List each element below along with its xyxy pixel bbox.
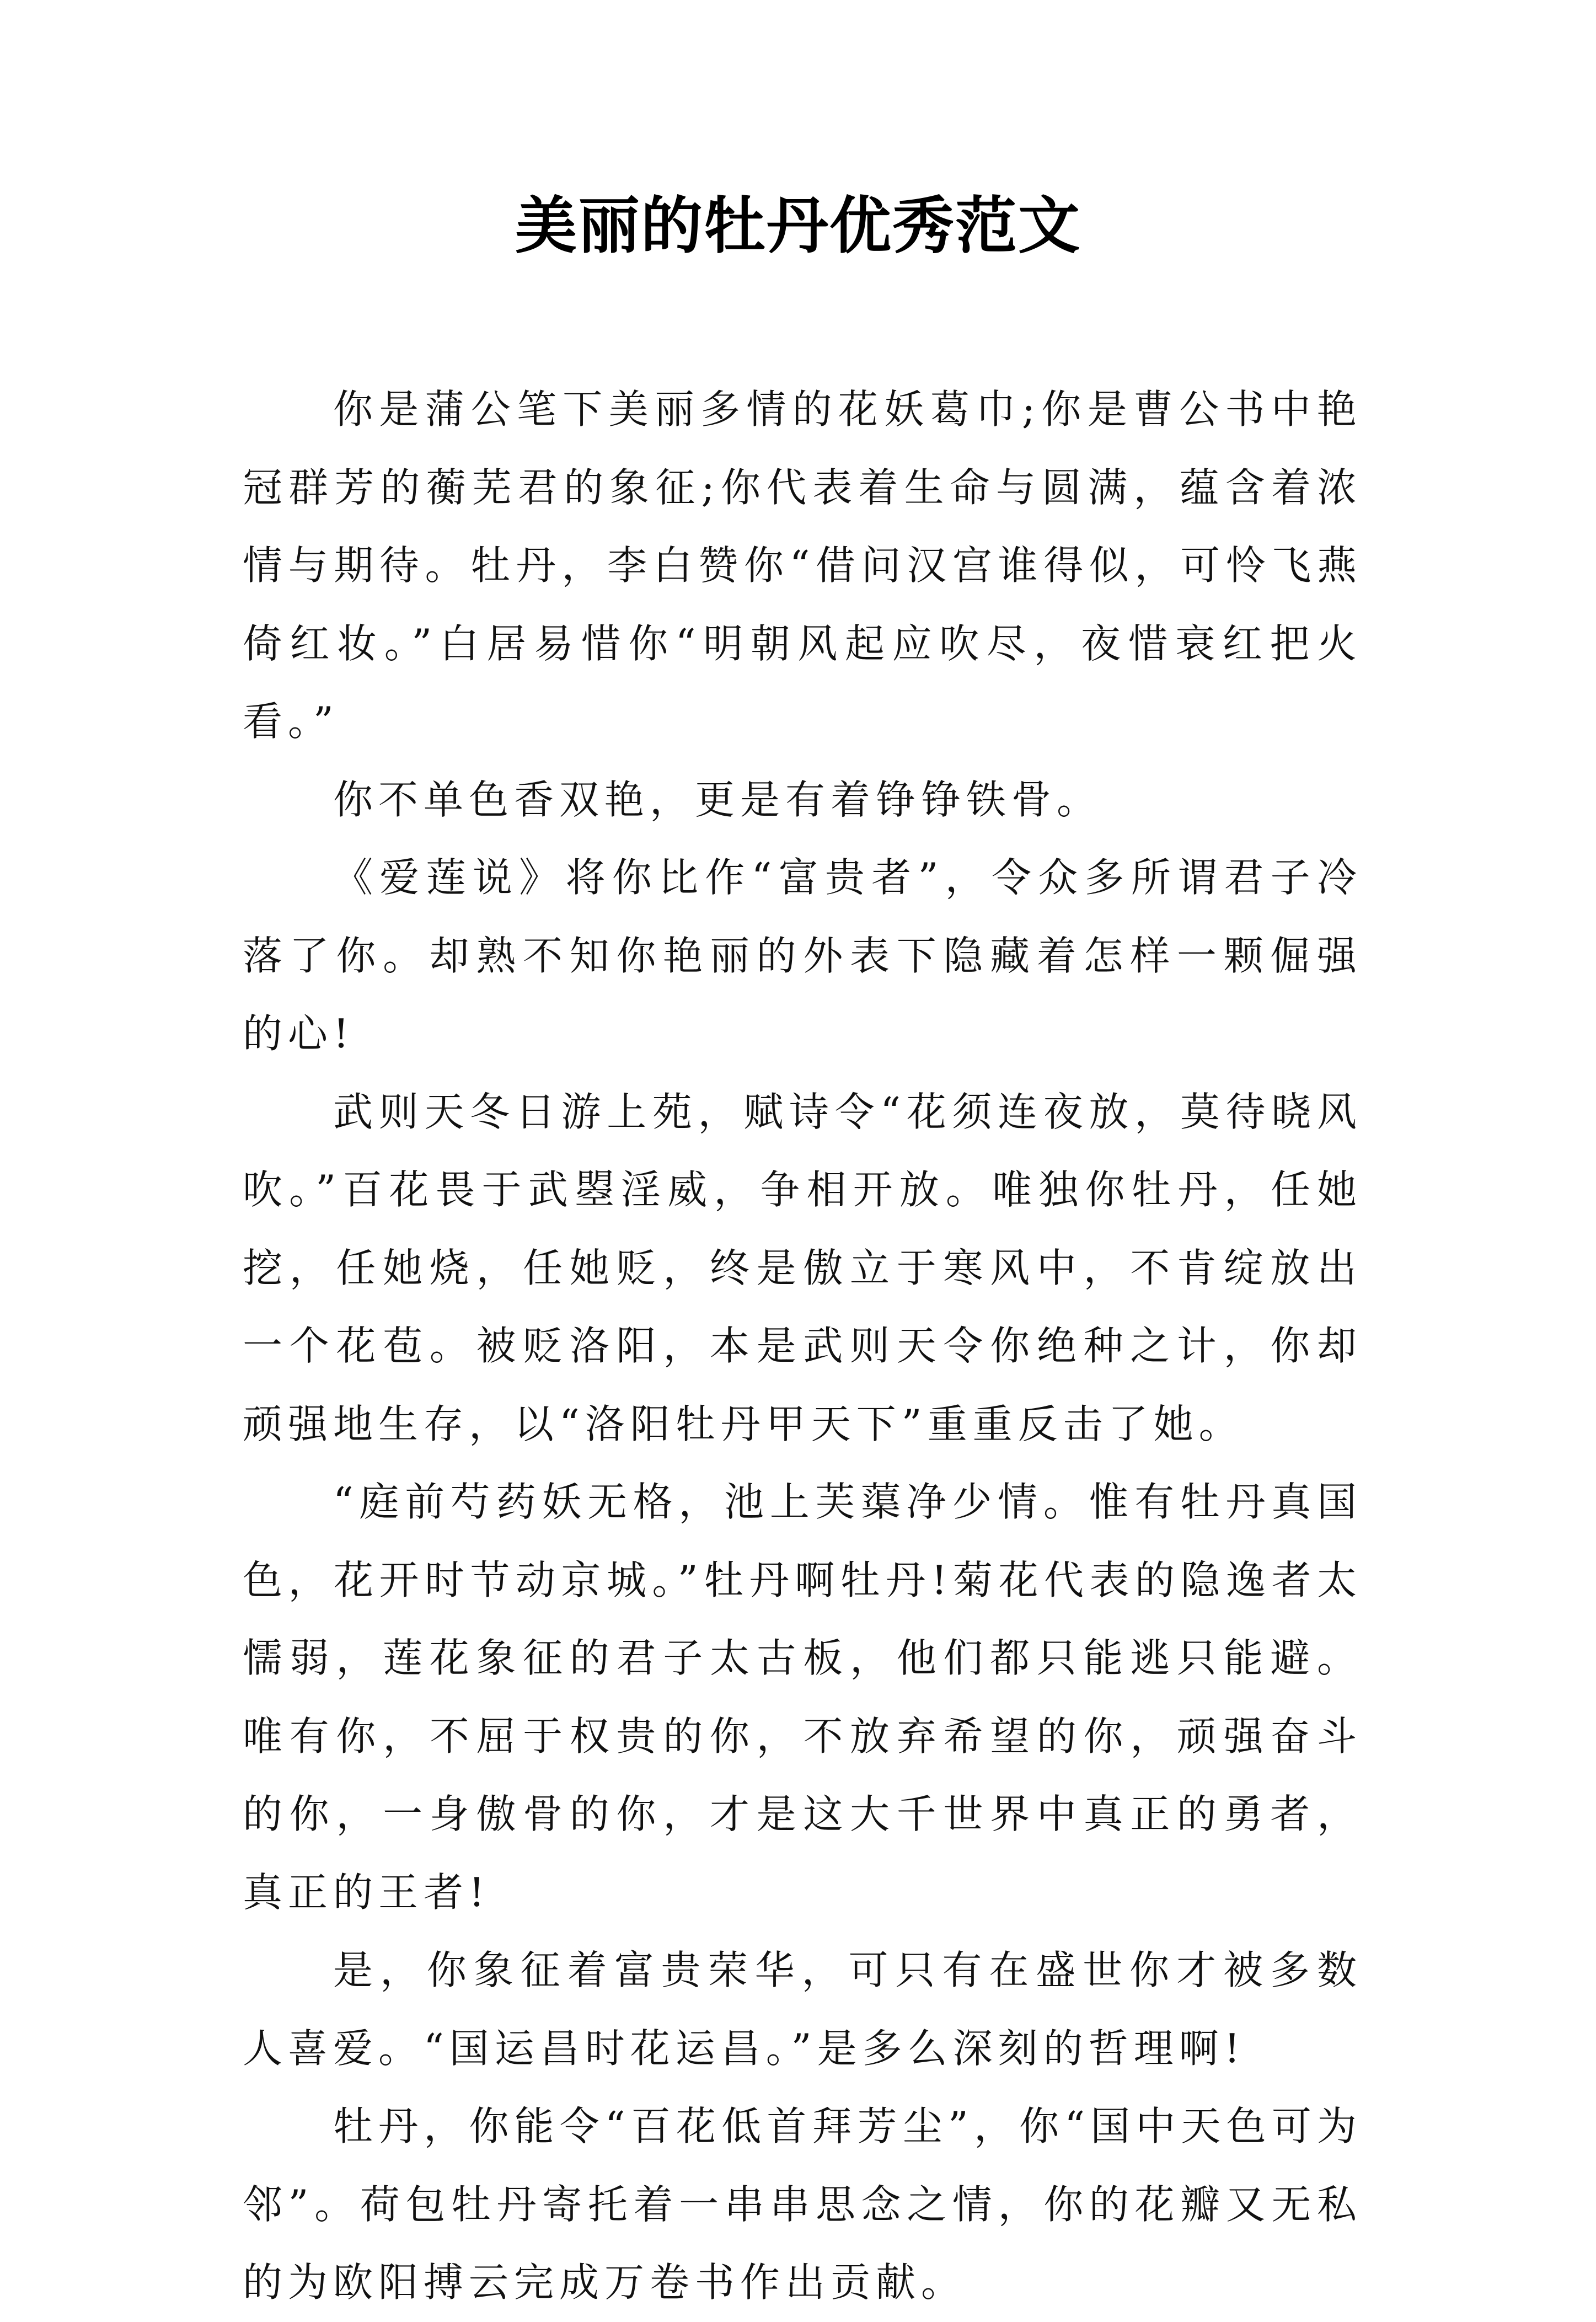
- paragraph-5: “庭前芍药妖无格，池上芙蕖净少情。惟有牡丹真国色，花开时节动京城。”牡丹啊牡丹!菊花代表的隐逸者太懦弱，莲花象征的君子太古板，他们都只能逃只能避。唯有你，不屈于权贵的你，不放弃希望的你，顽强奋斗的你，一身傲骨的你，才是这大千世界中真正的勇者，真正的王者!: [243, 1479, 1362, 1916]
- document-body: [243, 371, 1362, 2322]
- paragraph-6: 是，你象征着富贵荣华，可只有在盛世你才被多数人喜爱。“国运昌时花运昌。”是多么深刻的哲理啊!: [243, 1947, 1362, 2072]
- paragraph-1: 你是蒲公笔下美丽多情的花妖葛巾;你是曹公书中艳冠群芳的蘅芜君的象征;你代表着生命与圆满，蕴含着浓情与期待。牡丹，李白赞你“借问汉宫谁得似，可怜飞燕倚红妆。”白居易惜你“明朝风起应吹尽，夜惜衰红把火看。”: [243, 386, 1362, 745]
- paragraph-4: 武则天冬日游上苑，赋诗令“花须连夜放，莫待晓风吹。”百花畏于武曌淫威，争相开放。唯独你牡丹，任她挖，任她烧，任她贬，终是傲立于寒风中，不肯绽放出一个花苞。被贬洛阳，本是武则天令你绝种之计，你却顽强地生存，以“洛阳牡丹甲天下”重重反击了她。: [243, 1088, 1362, 1447]
- document-title: 美丽的牡丹优秀范文: [515, 190, 1081, 262]
- paragraph-3: 《爱莲说》将你比作“富贵者”，令众多所谓君子冷落了你。却熟不知你艳丽的外表下隐藏着怎样一颗倔强的心!: [243, 854, 1362, 1057]
- paragraph-7: 牡丹，你能令“百花低首拜芳尘”，你“国中天色可为邻”。荷包牡丹寄托着一串串思念之情，你的花瓣又无私的为欧阳搏云完成万卷书作出贡献。: [243, 2103, 1362, 2305]
- paragraph-2: 你不单色香双艳，更是有着铮铮铁骨。: [333, 776, 1102, 823]
